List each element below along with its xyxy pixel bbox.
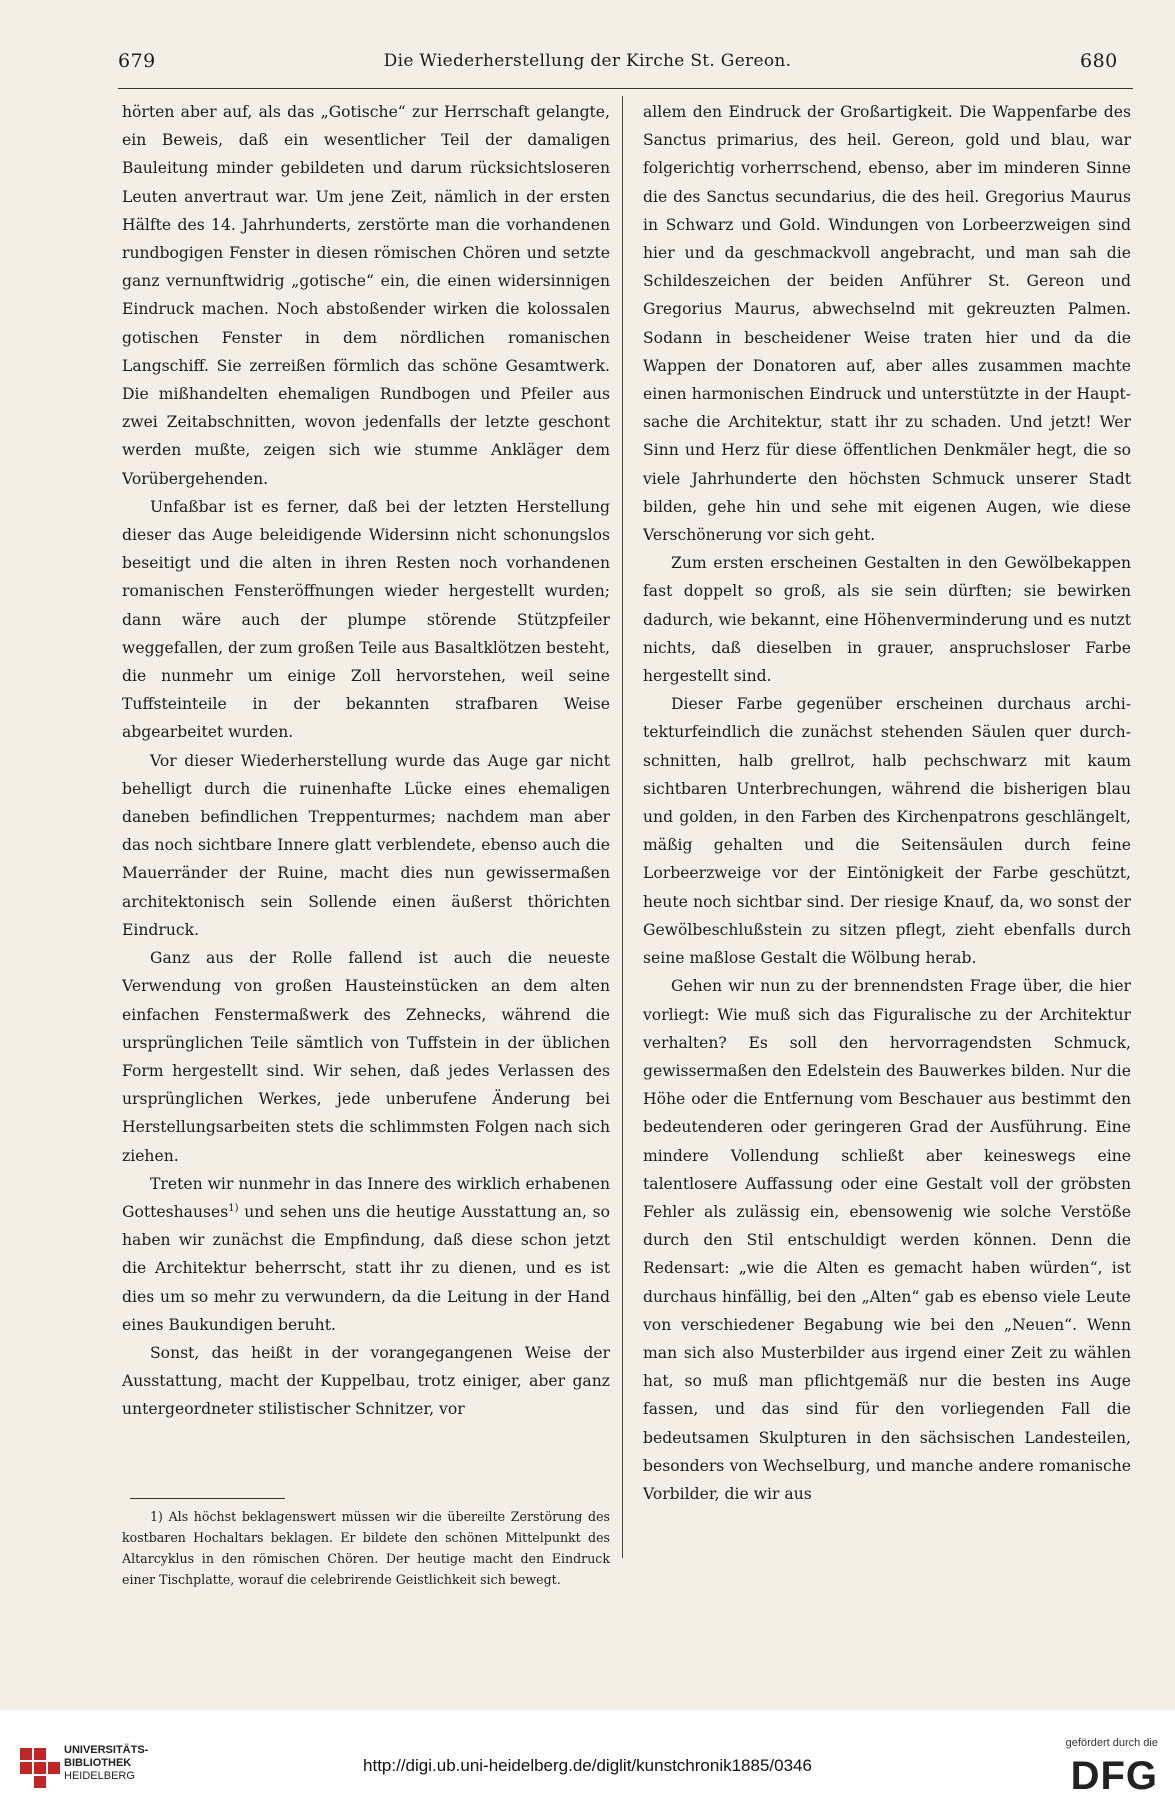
header-rule [118, 88, 1133, 89]
paragraph: Zum ersten erscheinen Gestalten in den Gewölbekappen fast doppelt so groß, als sie sein dürften; sie bewirken dadurch, wie bekannt, eine Höhenverminderung und es nutzt nichts, daß dieselben in grauer, anspruchsloser Farbe hergestellt sind. [643, 554, 1131, 686]
paragraph-text: und sehen uns die heutige Ausstattung an, so haben wir zunächst die Empfindung, daß diese schon jetzt die Architektur beherrscht, statt ihr zu dienen, und es ist dies um so mehr zu verwundern, da die Leitung in der Hand eines Baukundigen beruht. [122, 1202, 610, 1334]
library-line: UNIVERSITÄTS- [64, 1744, 149, 1756]
page-number-right: 680 [1080, 50, 1118, 72]
paragraph: Sonst, das heißt in der vorangegangenen Weise der Ausstattung, macht der Kuppelbau, trotz einiger, aber ganz untergeordneter stilistischer Schnitzer, vor [122, 1343, 610, 1419]
paragraph: allem den Eindruck der Großartigkeit. Die Wappenfarbe des Sanctus primarius, des heil. Gereon, gold und blau, war folgerichtig vorherrschend, ebenso, aber im minderen Sinne die des Sanctus secundarius, die des heil. Gregorius Maurus in Schwarz und Gold. Windungen von Lorbeerzweigen sind hier und da geschmackvoll angebracht, und man sah die Schildeszeichen der beiden Anführer St. Gereon und Gregorius Maurus, abwechselnd mit gekreuzten Palmen. Sodann in bescheidener Weise traten hier und da die Wappen der Donatoren auf, aber alles zusammen machte einen harmonischen Eindruck und unterstützte in der Hauptsache die Architektur, statt ihr zu schaden. Und jetzt! Wer Sinn und Herz für diese öffentlichen Denkmäler hegt, die so viele Jahrhunderte den höchsten Schmuck unserer Stadt bilden, gehe hin und sehe mit eigenen Augen, wie diese Verschönerung vor sich geht. [643, 103, 1131, 545]
page-header [0, 44, 1175, 84]
footer [0, 1710, 1175, 1814]
page-number-left: 679 [118, 50, 156, 72]
dfg-logo: DFG [1070, 1754, 1158, 1798]
paragraph: Vor dieser Wiederherstellung wurde das Auge gar nicht behelligt durch die ruinenhafte Lücke eines ehemaligen daneben befindlichen Treppenturmes; nachdem man aber das noch sichtbare Innere glatt verblendete, ebenso auch die Mauerränder der Ruine, macht dies nun gewissermaßen architektonisch sein Sollende einen äußerst thörichten Eindruck. [122, 751, 610, 939]
paragraph: Unfaßbar ist es ferner, daß bei der letzten Herstellung dieser das Auge beleidigende Widersinn nicht schonungslos beseitigt und die alten in ihren Resten noch vorhandenen romanischen Fensteröffnungen wieder hergestellt wurden; dann wäre auch der plumpe störende Stützpfeiler weggefallen, der zum großen Teile aus Basaltklötzen besteht, die nunmehr um einige Zoll hervorstehen, weil seine Tuffsteinteile in der bekannten strafbaren Weise abgearbeitet wurden. [122, 497, 610, 742]
running-title: Die Wiederherstellung der Kirche St. Gereon. [383, 51, 792, 71]
paragraph: Ganz aus der Rolle fallend ist auch die neueste Verwendung von großen Hausteinstücken an dem alten einfachen Fenstermaßwerk des Zehnecks, während die ursprünglichen Teile sämtlich von Tuffstein in der üblichen Form hergestellt sind. Wir sehen, daß jedes Verlassen des ursprünglichen Werkes, jede unberufene Änderung bei Herstellungsarbeiten stets die schlimmsten Folgen nach sich ziehen. [122, 949, 610, 1165]
column-divider [622, 96, 623, 1558]
footnote [122, 1506, 610, 1590]
right-column [643, 98, 1131, 1508]
footnote-marker: 1) [228, 1202, 239, 1214]
paragraph: hörten aber auf, als das „Gotische“ zur Herrschaft gelangte, ein Beweis, daß ein wesentlicher Teil der damaligen Bauleitung minder gebildeten und darum rücksichtsloseren Leuten anvertraut war. Um jene Zeit, nämlich in der ersten Hälfte des 14. Jahrhunderts, zerstörte man die vorhandenen rundbogigen Fenster in diesen römischen Chören und setzte ganz vernunftwidrig „gotische“ ein, die einen widersinnigen Eindruck machen. Noch abstoßender wirken die kolossalen gotischen Fenster in dem nördlichen romanischen Langschiff. Sie zerreißen förmlich das schöne Gesamtwerk. Die mißhandelten ehemaligen Rundbogen und Pfeiler aus zwei Zeitabschnitten, wovon jedenfalls der letzte geschont werden mußte, zeigen sich wie stumme Ankläger dem Vorübergehenden. [122, 103, 610, 488]
left-column [122, 98, 610, 1424]
footnote-rule [130, 1498, 285, 1499]
funding-note: gefördert durch die [1065, 1737, 1158, 1749]
footnote-text: 1) Als höchst beklagenswert müssen wir die übereilte Zerstörung des kostbaren Hochaltars beklagen. Er bildete den schönen Mittelpunkt des Altarcyklus in den römischen Chören. Der heutige macht den Eindruck einer Tischplatte, worauf die celebrirende Geistlichkeit sich bewegt. [122, 1509, 610, 1587]
paragraph [122, 1170, 610, 1339]
paragraph-text: Treten wir nunmehr in das Innere des wirklich erhabenen Gotteshauses [122, 1174, 610, 1221]
library-line: BIBLIOTHEK [64, 1757, 132, 1769]
source-url-link[interactable]: http://digi.ub.uni-heidelberg.de/diglit/kunstchronik1885/0346 [363, 1756, 812, 1775]
library-line: HEIDELBERG [64, 1770, 135, 1782]
paragraph: Gehen wir nun zu der brennendsten Frage über, die hier vorliegt: Wie muß sich das Figuralische zu der Architektur verhalten? Es soll den hervorragendsten Schmuck, gewissermaßen den Edelstein des Bauwerkes bilden. Nur die Höhe oder die Entfernung vom Beschauer aus bestimmt den bedeutenderen oder geringeren Grad der Ausführung. Eine mindere Vollendung schließt aber keineswegs eine talentlosere Auffassung oder eine Gestalt voll der gröbsten Fehler als zulässig ein, ebensowenig wie solche Verstöße durch den Stil entschuldigt werden können. Denn die Redensart: „wie die Alten es gemacht haben würden“, ist durchaus hinfällig, bei den „Alten“ gab es ebenso viele Leute von verschiedener Begabung wie bei den „Neuen“. Wenn man sich also Musterbilder aus irgend einer Zeit zu wählen hat, so muß man pflichtgemäß nur die besten ins Auge fassen, und das sind für den vorliegenden Fall die bedeutsamen Skulpturen in den sächsischen Landesteilen, besonders von Wechselburg, und manche andere romanische Vorbilder, die wir aus [643, 977, 1131, 1503]
paragraph: Dieser Farbe gegenüber erscheinen durchaus architekturfeindlich die zunächst stehenden Säulen quer durchschnitten, halb grellrot, halb pechschwarz mit kaum sichtbaren Unterbrechungen, während die bisherigen blau und golden, in den Farben des Kirchenpatrons geschlängelt, mäßig gehalten und die Seitensäulen durch feine Lorbeerzweige vor der Eintönigkeit der Farbe geschützt, heute noch sichtbar sind. Der riesige Knauf, da, wo sonst der Gewölbeschlußstein zu sitzen pflegt, zieht ebenfalls durch seine maßlose Gestalt die Wölbung herab. [643, 695, 1131, 968]
